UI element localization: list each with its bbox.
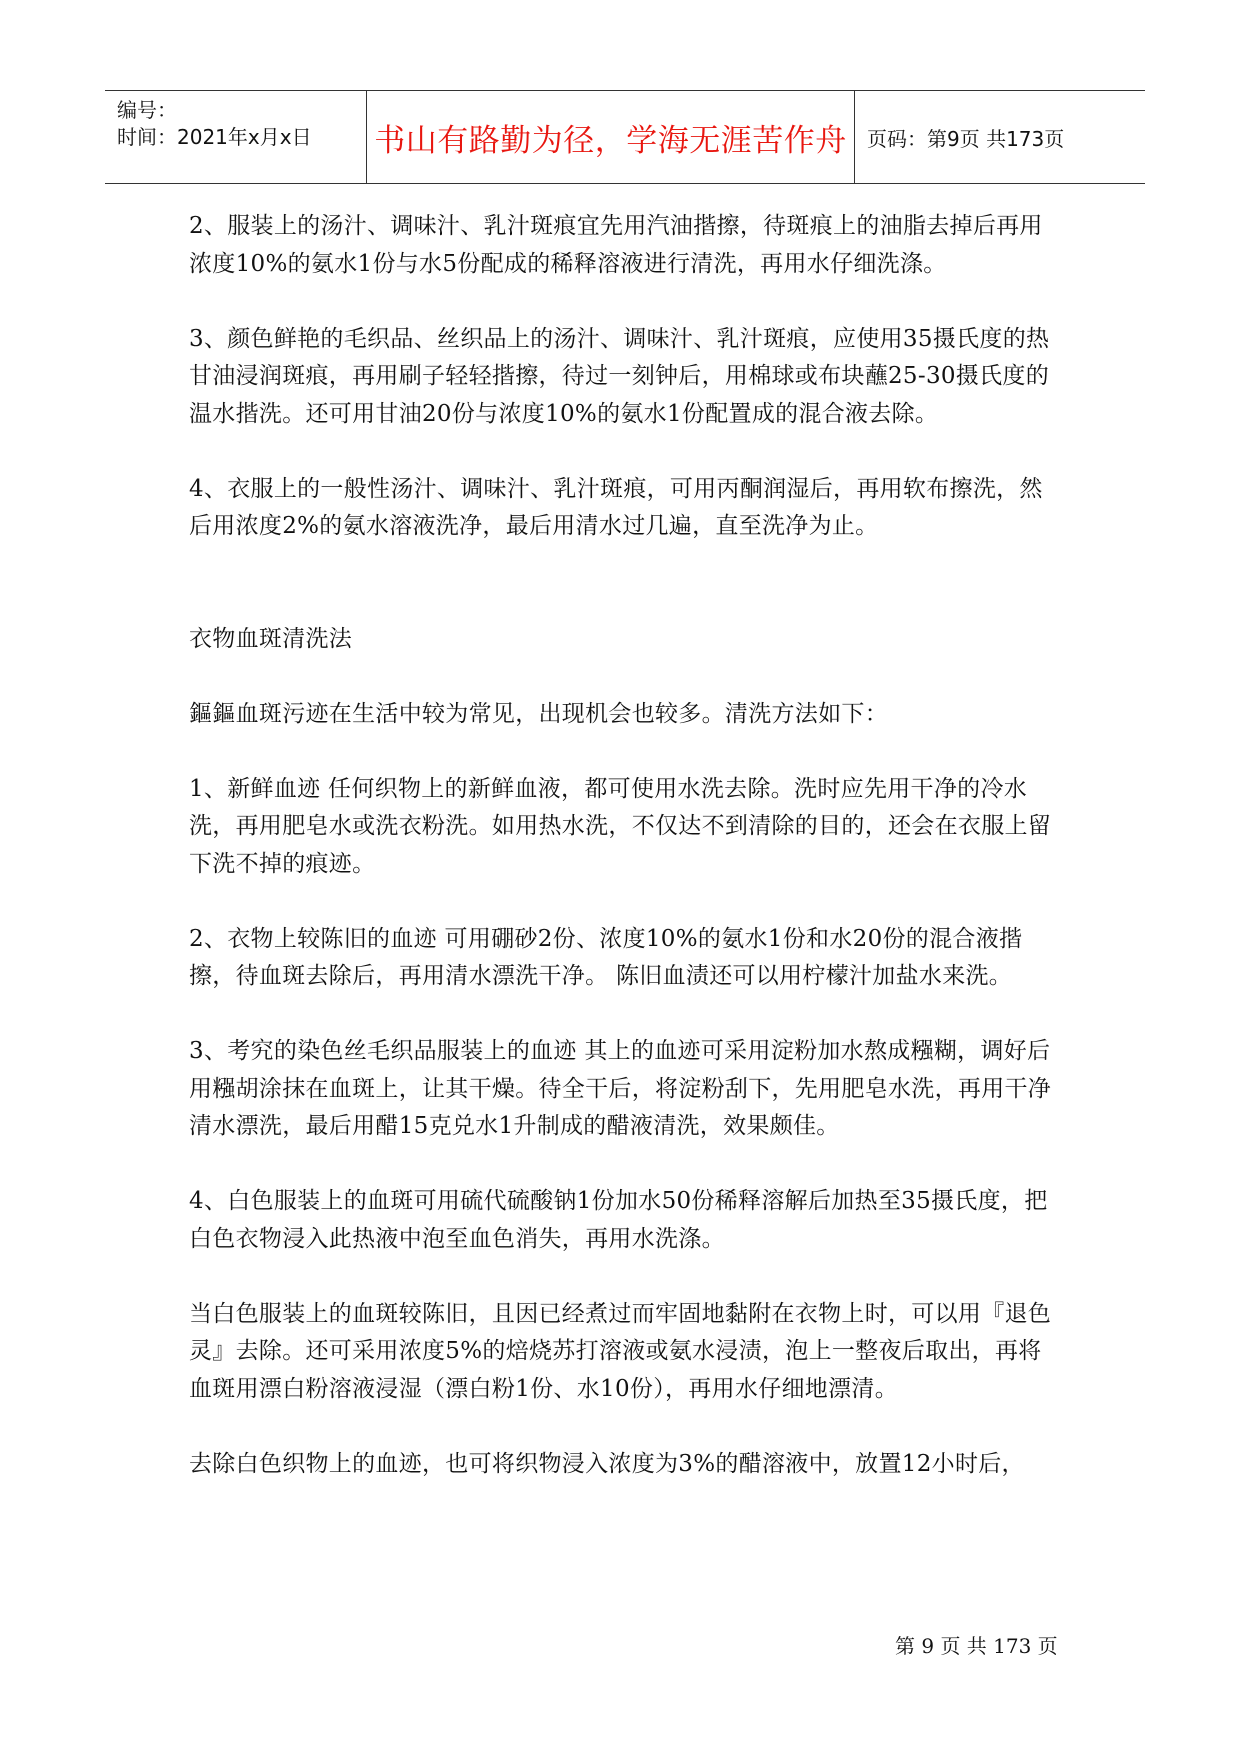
paragraph: 鏂鏂血斑污迹在生活中较为常见，出现机会也较多。清洗方法如下：: [189, 700, 888, 727]
document-body: [189, 208, 1064, 1521]
paragraph: 3、颜色鲜艳的毛织品、丝织品上的汤汁、调味汁、乳汁斑痕，应使用35摄氏度的热甘油浸润斑痕，再用刷子轻轻揩擦，待过一刻钟后，用棉球或布块蘸25-30摄氏度的温水揩洗。还可用甘油20份与浓度10%的氨水1份配置成的混合液去除。: [189, 325, 1050, 427]
header-page-code: 页码：第9页 共173页: [867, 126, 1065, 151]
paragraph: 1、新鲜血迹 任何织物上的新鲜血液，都可使用水洗去除。洗时应先用干净的冷水洗，再用肥皂水或洗衣粉洗。如用热水洗，不仅达不到清除的目的，还会在衣服上留下洗不掉的痕迹。: [189, 775, 1052, 877]
page-footer: 第 9 页 共 173 页: [895, 1634, 1058, 1658]
page-header: [105, 90, 1145, 184]
section-title: 衣物血斑清洗法: [189, 625, 353, 652]
paragraph: 2、服装上的汤汁、调味汁、乳汁斑痕宜先用汽油揩擦，待斑痕上的油脂去掉后再用浓度10%的氨水1份与水5份配成的稀释溶液进行清洗，再用水仔细洗涤。: [189, 213, 1043, 277]
time-label: 时间：2021年x月x日: [117, 125, 312, 149]
paragraph: 4、衣服上的一般性汤汁、调味汁、乳汁斑痕，可用丙酮润湿后，再用软布擦洗，然后用浓度2%的氨水溶液洗净，最后用清水过几遍，直至洗净为止。: [189, 475, 1043, 539]
paragraph: 当白色服装上的血斑较陈旧，且因已经煮过而牢固地黏附在衣物上时，可以用『退色灵』去除。还可采用浓度5%的焙烧苏打溶液或氨水浸渍，泡上一整夜后取出，再将血斑用漂白粉溶液浸湿（漂白粉1份、水10份），再用水仔细地漂清。: [189, 1300, 1052, 1402]
paragraph: 4、白色服装上的血斑可用硫代硫酸钠1份加水50份稀释溶解后加热至35摄氏度，把白色衣物浸入此热液中泡至血色消失，再用水洗涤。: [189, 1188, 1048, 1252]
paragraph: 2、衣物上较陈旧的血迹 可用硼砂2份、浓度10%的氨水1份和水20份的混合液揩擦，待血斑去除后，再用清水漂洗干净。 陈旧血渍还可以用柠檬汁加盐水来洗。: [189, 925, 1023, 989]
paragraph: 3、考究的染色丝毛织品服装上的血迹 其上的血迹可采用淀粉加水熬成糨糊，调好后用糨胡涂抹在血斑上，让其干燥。待全干后，将淀粉刮下，先用肥皂水洗，再用干净清水漂洗，最后用醋15克兑水1升制成的醋液清洗，效果颇佳。: [189, 1038, 1052, 1139]
header-motto: 书山有路勤为径，学海无涯苦作舟: [367, 91, 855, 183]
serial-label: 编号：: [117, 98, 177, 122]
paragraph: 去除白色织物上的血迹，也可将织物浸入浓度为3%的醋溶液中，放置12小时后，: [189, 1450, 1025, 1477]
header-info-cell: [105, 91, 367, 183]
